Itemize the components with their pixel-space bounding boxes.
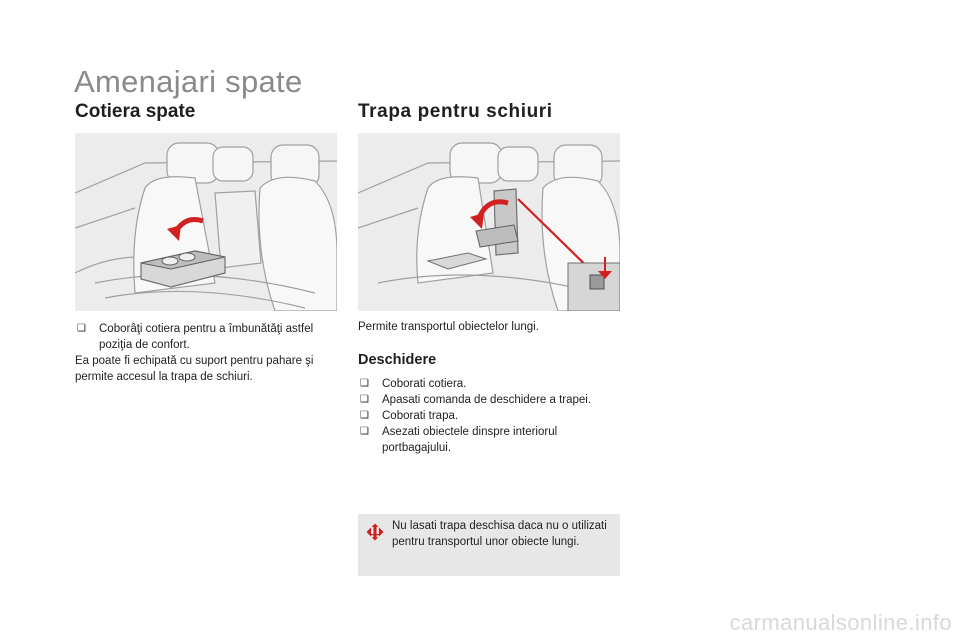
list-item [358, 376, 620, 392]
ski-hatch-illustration [358, 133, 620, 311]
page-title: Amenajari spate [74, 64, 303, 99]
bullet-checkbox-icon: ❏ [360, 426, 369, 437]
ski-hatch-intro: Permite transportul obiectelor lungi. [358, 321, 539, 333]
list-item [358, 408, 620, 424]
step-text: Asezati obiectele dinspre interiorul portbagajului. [382, 426, 558, 454]
armrest-illustration [75, 133, 337, 311]
watermark: carmanualsonline.info [729, 610, 952, 635]
bullet-checkbox-icon: ❏ [360, 410, 369, 421]
section-title-ski-hatch: Trapa pentru schiuri [358, 101, 553, 122]
bullet-checkbox-icon: ❏ [77, 323, 86, 334]
bullet-checkbox-icon: ❏ [360, 378, 369, 389]
subheading-opening: Deschidere [358, 352, 437, 368]
bullet-text: Coborâţi cotiera pentru a îmbunătăţi astfel poziţia de confort. [99, 323, 314, 351]
step-text: Coborati trapa. [382, 410, 459, 422]
step-text: Apasati comanda de deschidere a trapei. [382, 394, 592, 406]
step-text: Coborati cotiera. [382, 378, 467, 390]
section-title-armrest: Cotiera spate [75, 101, 196, 122]
armrest-paragraph: Ea poate fi echipată cu suport pentru pahare şi permite accesul la trapa de schiuri. [75, 355, 314, 383]
list-item [358, 424, 620, 456]
list-item [358, 392, 620, 408]
list-item [75, 321, 337, 353]
bullet-checkbox-icon: ❏ [360, 394, 369, 405]
opening-steps [358, 376, 620, 456]
armrest-instructions [75, 321, 337, 385]
warning-note [358, 514, 620, 576]
warning-text: Nu lasati trapa deschisa daca nu o utilizati pentru transportul unor obiecte lungi. [392, 520, 607, 548]
warning-icon [366, 523, 384, 541]
